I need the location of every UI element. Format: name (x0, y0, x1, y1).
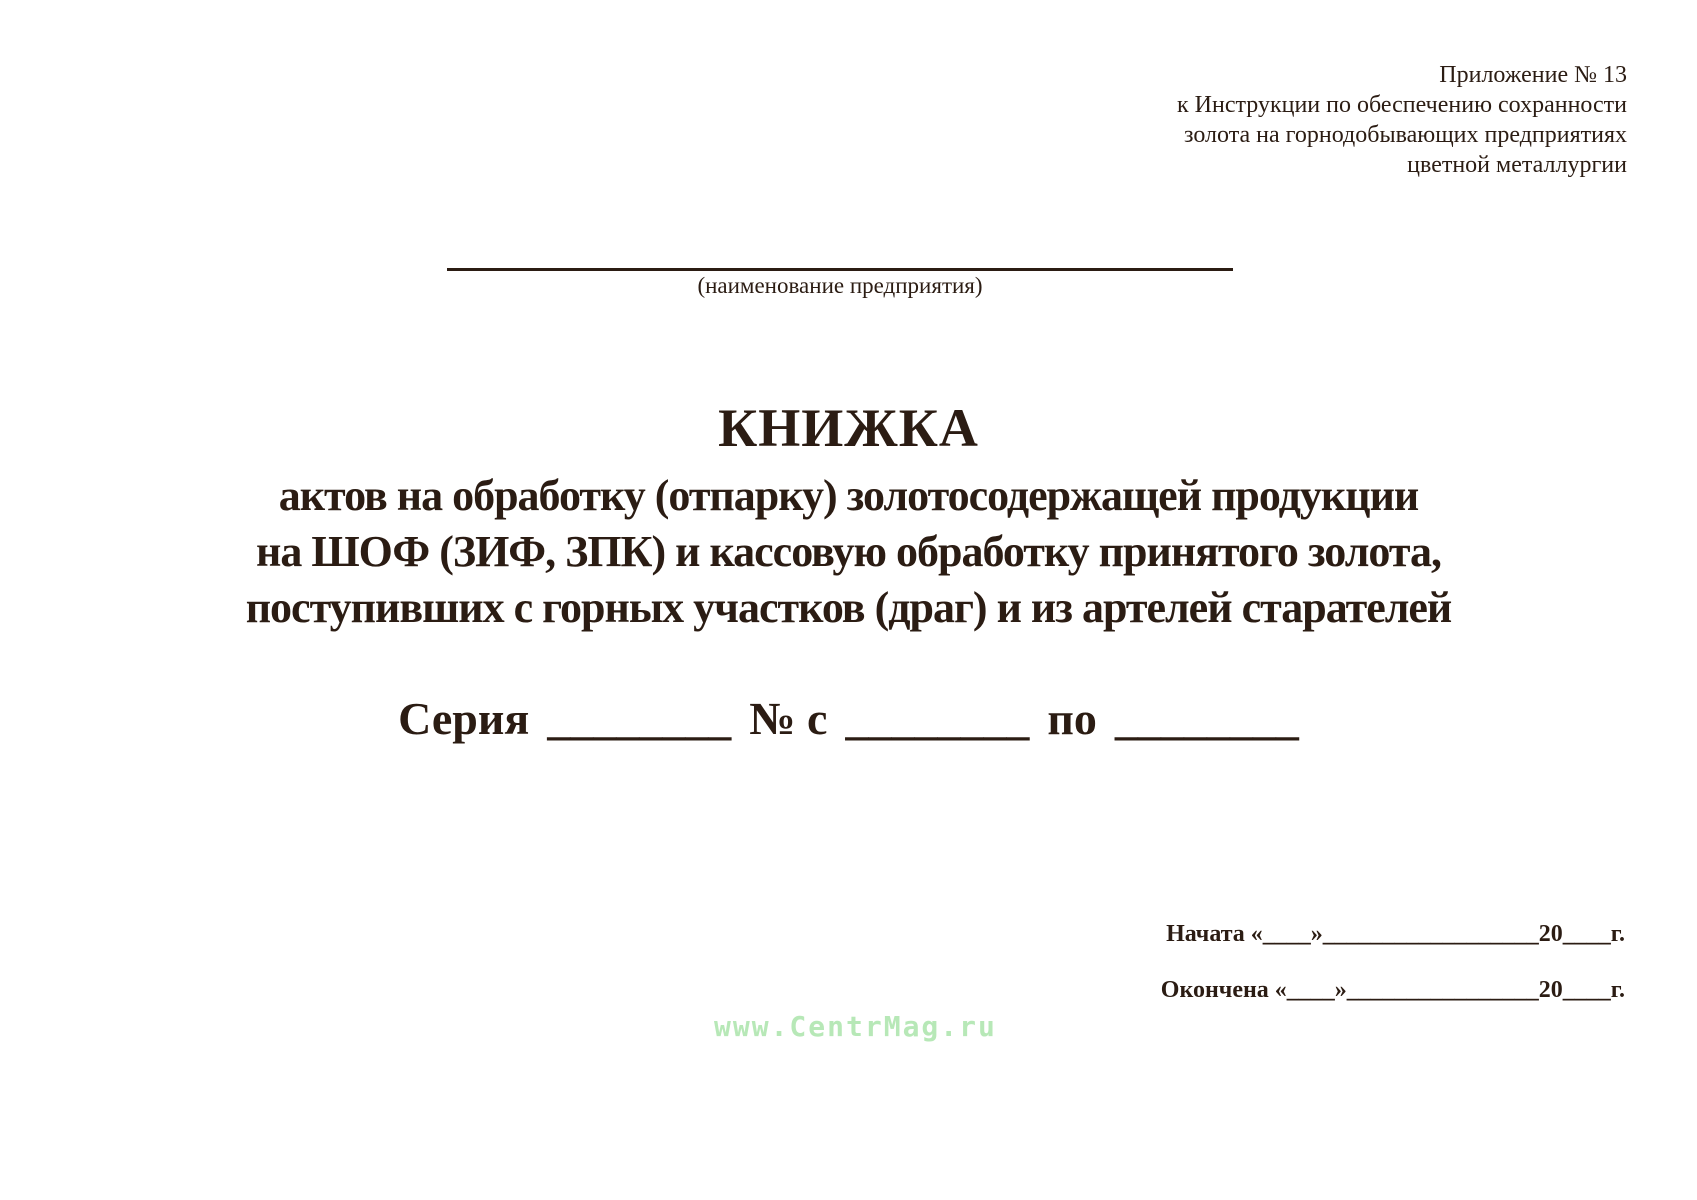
series-number-to-label: по (1047, 693, 1097, 744)
document-title-block (0, 400, 1697, 636)
appendix-note-line-4: цветной металлургии (1407, 152, 1627, 178)
series-blank: ________ (547, 693, 732, 744)
date-started-line: Начата «____»__________________20____г. (1166, 921, 1625, 947)
dates-block (1161, 920, 1625, 1004)
series-number-from-label: № с (749, 693, 828, 744)
title-heading: КНИЖКА (718, 398, 979, 458)
series-number-to-blank: ________ (1114, 693, 1299, 744)
enterprise-name-blank-line (447, 238, 1233, 271)
title-line-1: актов на обработку (отпарку) золотосодержащей продукции (278, 471, 1419, 520)
series-line (0, 692, 1697, 745)
appendix-note (1177, 60, 1627, 180)
date-finished-line: Окончена «____»________________20____г. (1160, 977, 1625, 1003)
appendix-note-line-3: золота на горнодобывающих предприятиях (1184, 122, 1627, 148)
appendix-note-line-2: к Инструкции по обеспечению сохранности (1177, 92, 1627, 118)
title-line-3: поступивших с горных участков (драг) и из артелей старателей (245, 583, 1452, 632)
series-label: Серия (398, 693, 530, 744)
series-number-from-blank: ________ (845, 693, 1030, 744)
enterprise-name-caption: (наименование предприятия) (697, 273, 983, 298)
title-line-2: на ШОФ (ЗИФ, ЗПК) и кассовую обработку принятого золота, (255, 527, 1441, 576)
appendix-note-line-1: Приложение № 13 (1439, 62, 1627, 88)
watermark-text: www.CentrMag.ru (714, 1010, 997, 1043)
